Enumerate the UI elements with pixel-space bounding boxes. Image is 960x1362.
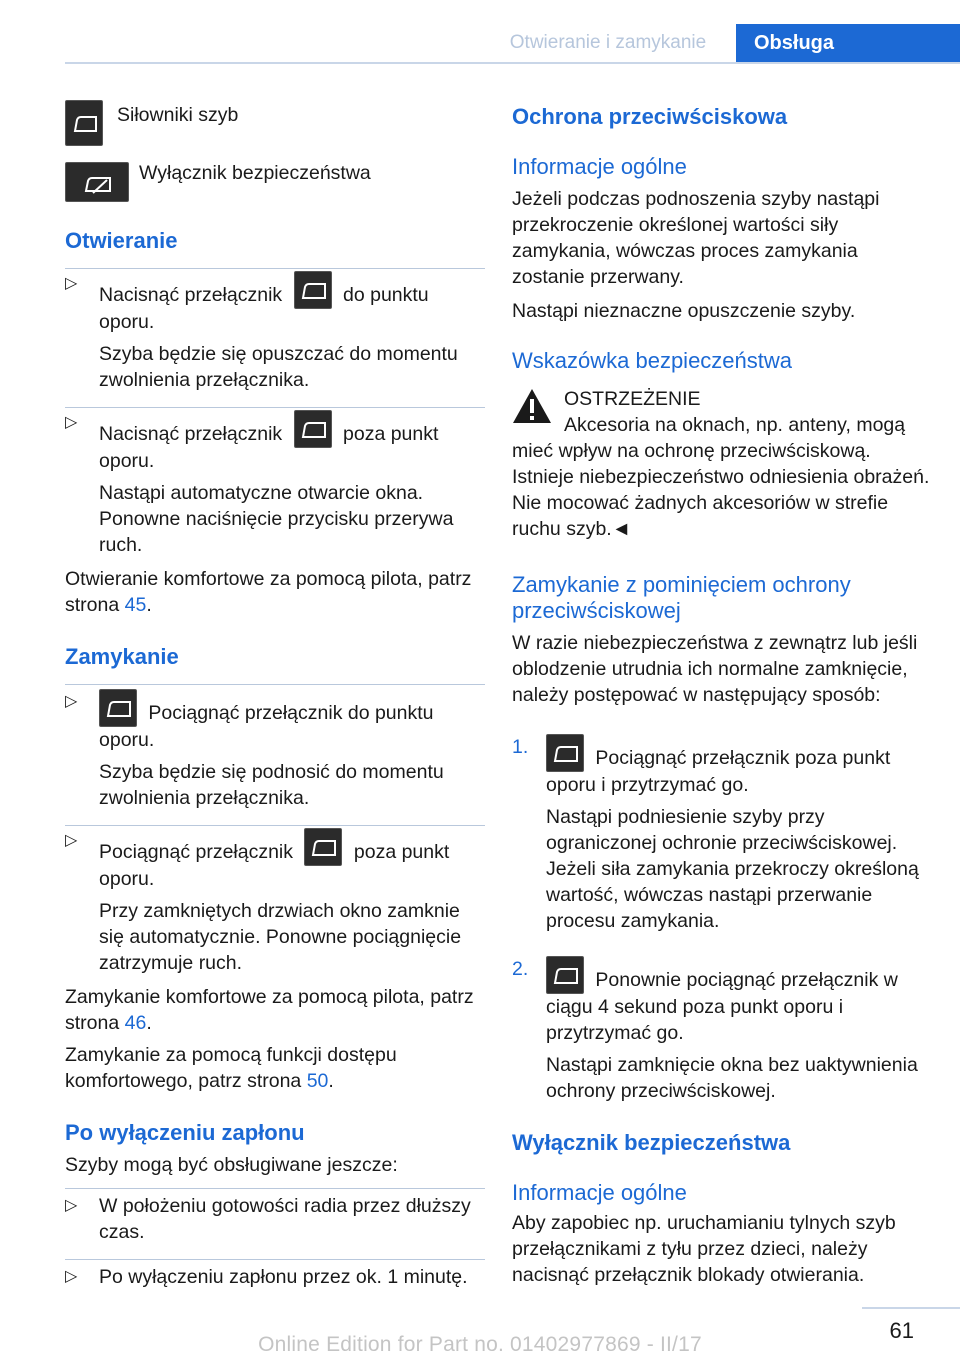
safety-switch-heading: Wyłącznik bezpieczeństwa bbox=[512, 1130, 791, 1155]
bullet-text: Po wyłączeniu zapłonu przez ok. 1 minutę. bbox=[99, 1266, 468, 1288]
triangle-bullet-icon: ▷ bbox=[65, 1197, 78, 1214]
step-text bbox=[546, 734, 930, 798]
safety-switch-general-heading: Informacje ogólne bbox=[512, 1180, 687, 1205]
step-number: 2. bbox=[512, 958, 529, 980]
bullet-description: Nastąpi automatyczne otwarcie okna. Ponowne naciśnięcie przycisku przerywa ruch. bbox=[99, 482, 454, 556]
chapter-tab: Obsługa bbox=[736, 24, 960, 62]
window-switch-icon bbox=[99, 689, 137, 727]
divider bbox=[65, 407, 485, 408]
comfort-opening-text: Otwieranie komfortowe za pomocą pilota, patrz strona 45. bbox=[65, 568, 472, 616]
warning-box bbox=[512, 386, 930, 542]
triangle-bullet-icon: ▷ bbox=[65, 832, 78, 849]
window-switch-icon bbox=[294, 410, 332, 448]
bullet-description: Szyba będzie się podnosić do momentu zwolnienia przełącznika. bbox=[99, 761, 444, 809]
key-window-lifters bbox=[65, 100, 485, 146]
step-text-main: Ponownie pociągnąć przełącznik w ciągu 4 sekund poza punkt oporu i przytrzymać go. bbox=[546, 969, 898, 1044]
bullet-description: Przy zamkniętych drzwiach okno zamknie się automatycznie. Ponowne pociągnięcie zatrzymuje ruch. bbox=[99, 900, 462, 974]
divider bbox=[65, 684, 485, 685]
divider bbox=[65, 1259, 485, 1260]
warning-text: Akcesoria na oknach, np. anteny, mogą mieć wpływ na ochronę przeciwściskową. Istnieje niebezpieczeństwo odniesienia obrażeń. Nie mocować żadnych akcesoriów w strefie ruchu szyb.◄ bbox=[512, 414, 930, 540]
comfort-opening-label: Otwieranie komfortowe za pomocą pilota, patrz strona bbox=[65, 568, 472, 616]
triangle-bullet-icon: ▷ bbox=[65, 693, 78, 710]
bullet-text bbox=[99, 271, 485, 335]
bullet-text-start: Nacisnąć przełącznik bbox=[99, 423, 283, 445]
bullet-text-start: Nacisnąć przełącznik bbox=[99, 284, 283, 306]
ignition-off-intro: Szyby mogą być obsługiwane jeszcze: bbox=[65, 1154, 398, 1176]
list-item bbox=[65, 1193, 485, 1245]
safety-note-heading: Wskazówka bezpieczeństwa bbox=[512, 348, 793, 373]
key-window-lifters-label: Siłowniki szyb bbox=[117, 104, 239, 126]
triangle-bullet-icon: ▷ bbox=[65, 1268, 78, 1285]
bullet-text-end: do punktu oporu. bbox=[99, 284, 429, 333]
bullet-text-end: poza punkt oporu. bbox=[99, 841, 450, 890]
bullet-text bbox=[99, 828, 485, 892]
triangle-bullet-icon: ▷ bbox=[65, 275, 78, 292]
general-info-heading: Informacje ogólne bbox=[512, 154, 687, 179]
bullet-description: Szyba będzie się opuszczać do momentu zwolnienia przełącznika. bbox=[99, 343, 458, 391]
warning-title: OSTRZEŻENIE bbox=[564, 388, 701, 410]
list-item bbox=[65, 271, 485, 393]
ignition-off-heading: Po wyłączeniu zapłonu bbox=[65, 1120, 305, 1145]
page-link-45[interactable]: 45 bbox=[124, 594, 147, 616]
step-2 bbox=[512, 956, 930, 1104]
window-switch-icon bbox=[304, 828, 342, 866]
step-number: 1. bbox=[512, 736, 529, 758]
page-number-divider bbox=[862, 1307, 960, 1309]
comfort-closing-text: Zamykanie komfortowe za pomocą pilota, patrz strona 46. bbox=[65, 986, 474, 1034]
online-edition-footer: Online Edition for Part no. 01402977869 - II/17 bbox=[258, 1333, 702, 1356]
step-text-main: Pociągnąć przełącznik poza punkt oporu i przytrzymać go. bbox=[546, 747, 891, 796]
bullet-text bbox=[99, 689, 485, 753]
bullet-text bbox=[99, 410, 485, 474]
closing-heading: Zamykanie bbox=[65, 644, 179, 669]
bullet-text-end: poza punkt oporu. bbox=[99, 423, 439, 472]
left-column bbox=[65, 100, 485, 1290]
divider bbox=[65, 1188, 485, 1189]
window-switch-icon bbox=[546, 956, 584, 994]
step-description: Nastąpi podniesienie szyby przy ograniczonej ochronie przeciwściskowej. Jeżeli siła zamykania przekroczy określoną wartość, wówczas nastąpi przerwanie procesu zamykania. bbox=[546, 806, 919, 932]
window-switch-icon bbox=[65, 100, 103, 146]
step-1 bbox=[512, 734, 930, 934]
comfort-access-label: Zamykanie za pomocą funkcji dostępu komfortowego, patrz strona bbox=[65, 1044, 397, 1092]
triangle-bullet-icon: ▷ bbox=[65, 414, 78, 431]
override-heading: Zamykanie z pominięciem ochrony przeciwściskowej bbox=[512, 572, 851, 623]
window-switch-icon bbox=[546, 734, 584, 772]
step-description: Nastąpi zamknięcie okna bez uaktywnienia ochrony przeciwściskowej. bbox=[546, 1054, 918, 1102]
opening-heading: Otwieranie bbox=[65, 228, 178, 253]
bullet-text-start: Pociągnąć przełącznik do punktu oporu. bbox=[99, 702, 434, 751]
pinch-general-text-2: Nastąpi nieznaczne opuszczenie szyby. bbox=[512, 300, 856, 322]
key-safety-switch bbox=[65, 162, 485, 202]
section-title: Otwieranie i zamykanie bbox=[509, 32, 707, 53]
list-item bbox=[65, 410, 485, 558]
page-header bbox=[0, 24, 960, 62]
divider bbox=[65, 825, 485, 826]
page-link-50[interactable]: 50 bbox=[306, 1070, 329, 1092]
bullet-text: W położeniu gotowości radia przez dłuższy czas. bbox=[99, 1195, 471, 1243]
pinch-general-text: Jeżeli podczas podnoszenia szyby nastąpi przekroczenie określonej wartości siły zamykania, wówczas proces zamykania zostanie przerwany. bbox=[512, 188, 880, 288]
safety-switch-text: Aby zapobiec np. uruchamianiu tylnych szyb przełącznikami z tyłu przez dzieci, należy nacisnąć przełącznik blokady otwierania. bbox=[512, 1212, 896, 1286]
step-text bbox=[546, 956, 930, 1046]
divider bbox=[65, 268, 485, 269]
warning-triangle-icon bbox=[512, 388, 552, 424]
right-column bbox=[512, 100, 930, 1288]
comfort-access-text: Zamykanie za pomocą funkcji dostępu komfortowego, patrz strona 50. bbox=[65, 1044, 397, 1092]
header-divider bbox=[65, 62, 960, 64]
page-link-46[interactable]: 46 bbox=[124, 1012, 147, 1034]
override-intro: W razie niebezpieczeństwa z zewnątrz lub jeśli oblodzenie utrudnia ich normalne zamknięcie, należy postępować w następujący sposób: bbox=[512, 632, 918, 706]
comfort-closing-label: Zamykanie komfortowe za pomocą pilota, patrz strona bbox=[65, 986, 474, 1034]
window-switch-icon bbox=[294, 271, 332, 309]
safety-switch-icon bbox=[65, 162, 129, 202]
page-number: 61 bbox=[889, 1318, 914, 1343]
key-safety-switch-label: Wyłącznik bezpieczeństwa bbox=[139, 162, 371, 184]
list-item bbox=[65, 828, 485, 976]
list-item bbox=[65, 1264, 485, 1290]
pinch-protection-heading: Ochrona przeciwściskowa bbox=[512, 104, 788, 129]
list-item bbox=[65, 689, 485, 811]
bullet-text-start: Pociągnąć przełącznik bbox=[99, 841, 294, 863]
